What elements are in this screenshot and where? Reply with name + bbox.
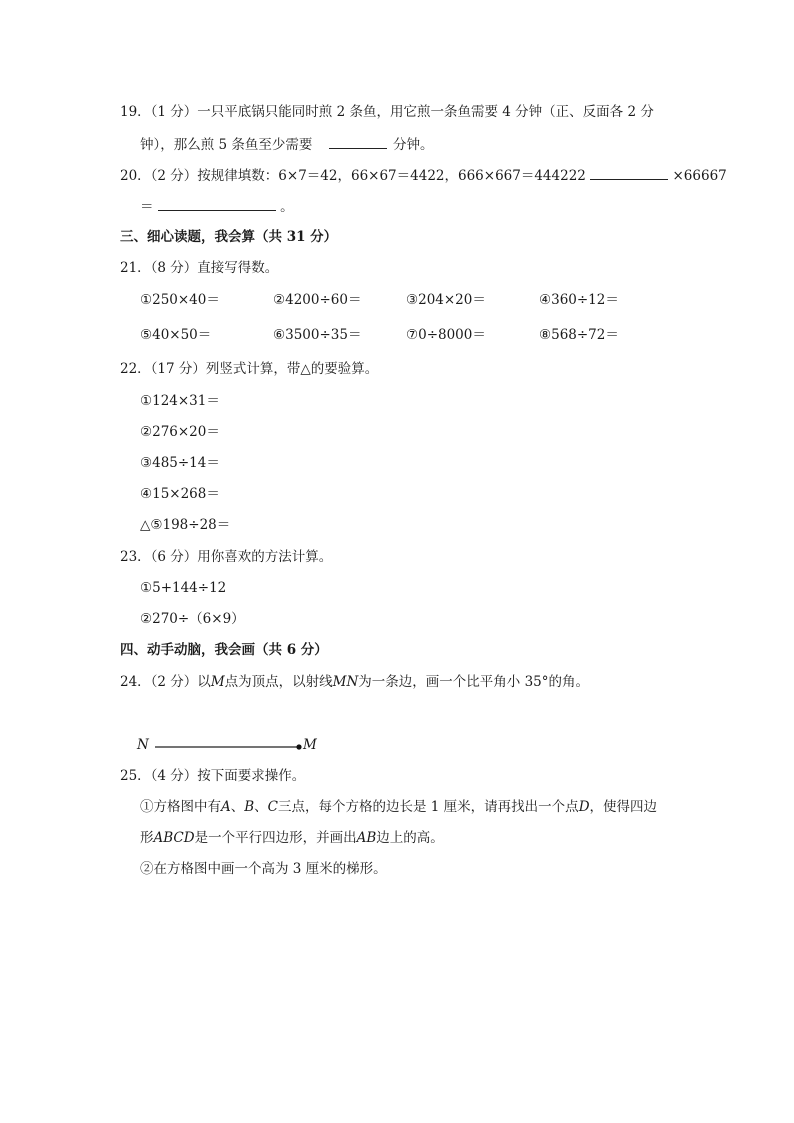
q19-line2 [140,134,434,154]
q22-item-4: ④15×268＝ [140,486,220,502]
q21-item-2: ②4200÷60＝ [273,292,362,308]
q22-item-2: ②276×20＝ [140,424,220,440]
q21-item-1: ①250×40＝ [140,292,220,308]
q25-p2-c: 边上的高。 [376,830,444,846]
q25-part2: ②在方格图中画一个高为 3 厘米的梯形。 [140,861,387,877]
q19-answer-blank[interactable] [329,134,387,149]
q19-line2-unit: 分钟。 [393,137,434,153]
q20-line2 [140,196,294,216]
point-d: D [578,799,590,815]
q25-p2-a: 形 [140,830,154,846]
q20-equals: ＝ [140,199,154,215]
q20-line1-tail: ×66667 [672,168,727,184]
q19-line1: 19．（1 分）一只平底锅只能同时煎 2 条鱼，用它煎一条鱼需要 4 分钟（正、反面各 2 分 [120,104,654,120]
q24-ray-mn: MN [332,674,359,690]
q24-text-a: 24．（2 分）以 [120,674,211,690]
point-b: B [244,799,255,815]
q21-item-4: ④360÷12＝ [539,292,619,308]
ray-label-n: N [137,737,149,753]
q21-title: 21．（8 分）直接写得数。 [120,260,279,276]
q25-title: 25．（4 分）按下面要求操作。 [120,768,306,784]
q24-text-b: 点为顶点，以射线 [224,674,333,690]
q25-part1-line1 [140,798,657,816]
q25-sep2: 、 [254,799,268,815]
q20-answer-blank-1[interactable] [590,165,668,180]
q20-period: 。 [280,199,294,215]
q21-item-7: ⑦0÷8000＝ [406,327,486,343]
q24-text [120,673,589,691]
q22-item-1: ①124×31＝ [140,393,220,409]
q21-item-3: ③204×20＝ [406,292,486,308]
section-3-heading: 三、细心读题，我会算（共 31 分） [120,229,338,245]
q22-title: 22．（17 分）列竖式计算，带△的要验算。 [120,361,379,377]
q23-item-1: ①5+144÷12 [140,580,227,596]
q23-item-2: ②270÷（6×9） [140,611,245,627]
q21-item-8: ⑧568÷72＝ [539,327,619,343]
q22-item-5: △⑤198÷28＝ [140,517,231,533]
point-c: C [267,799,279,815]
parallelogram-abcd: ABCD [153,830,195,846]
q20-line1 [120,165,727,185]
q24-text-c: 为一条边，画一个比平角小 35°的角。 [358,674,590,690]
q25-p2-b: 是一个平行四边形，并画出 [194,830,357,846]
q25-p1-b: 三点，每个方格的边长是 1 厘米，请再找出一个点 [278,799,579,815]
q21-item-6: ⑥3500÷35＝ [273,327,362,343]
point-a: A [221,799,231,815]
ray-mn-figure [150,740,310,754]
q24-point-m: M [210,674,225,690]
q19-line2-text: 钟），那么煎 5 条鱼至少需要 [140,137,313,153]
q20-line1-text: 20．（2 分）按规律填数：6×7＝42，66×67＝4422，666×667＝444222 [120,168,586,184]
side-ab: AB [356,830,377,846]
q23-title: 23．（6 分）用你喜欢的方法计算。 [120,549,333,565]
q22-item-3: ③485÷14＝ [140,455,220,471]
vertex-m-dot [296,744,301,749]
q25-part1-line2 [140,829,444,847]
q25-sep1: 、 [230,799,245,815]
section-4-heading: 四、动手动脑，我会画（共 6 分） [120,642,328,658]
q25-p1-a: ①方格图中有 [140,799,221,815]
q25-p1-c: ，使得四边 [589,799,658,815]
q21-item-5: ⑤40×50＝ [140,327,212,343]
ray-label-m: M [303,737,317,753]
q20-answer-blank-2[interactable] [158,196,276,211]
